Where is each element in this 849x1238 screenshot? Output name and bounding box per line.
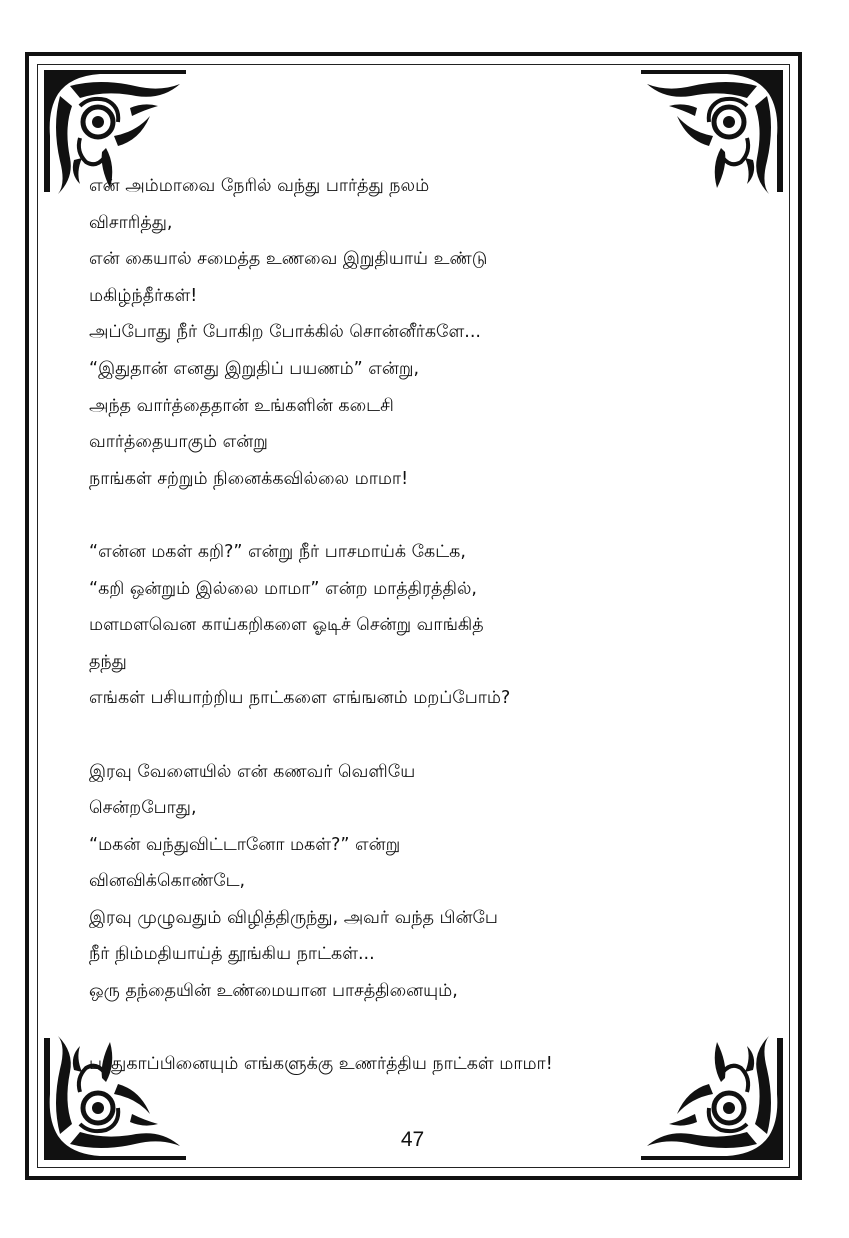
poem-line: விசாரித்து,	[89, 212, 173, 233]
poem-line: பாதுகாப்பினையும் எங்களுக்கு உணர்த்திய நாட்கள் மாமா!	[89, 1054, 553, 1075]
stanza-1	[89, 168, 729, 497]
poem-line: வினவிக்கொண்டே,	[89, 871, 246, 892]
poem-line: அப்போது நீர் போகிற போக்கில் சொன்னீர்களே...	[89, 322, 481, 343]
poem-body	[89, 168, 729, 1083]
poem-line: சென்றபோது,	[89, 798, 197, 819]
poem-line: இரவு வேளையில் என் கணவர் வெளியே	[89, 761, 416, 782]
stanza-gap	[89, 1010, 729, 1047]
poem-line: நாங்கள் சற்றும் நினைக்கவில்லை மாமா!	[89, 468, 409, 489]
stanza-3	[89, 754, 729, 1010]
poem-line: என் கையால் சமைத்த உணவை இறுதியாய் உண்டு	[89, 249, 488, 270]
poem-line: நீர் நிம்மதியாய்த் தூங்கிய நாட்கள்...	[89, 944, 375, 965]
poem-line: அந்த வார்த்தைதான் உங்களின் கடைசி	[89, 395, 394, 416]
poem-line: மகிழ்ந்தீர்கள்!	[89, 285, 198, 306]
poem-line: இரவு முழுவதும் விழித்திருந்து, அவர் வந்த பின்பே	[89, 907, 498, 928]
poem-line: “என்ன மகள் கறி?” என்று நீர் பாசமாய்க் கேட்க,	[89, 541, 466, 562]
stanza-4	[89, 1046, 729, 1083]
poem-line: எங்கள் பசியாற்றிய நாட்களை எங்ஙனம் மறப்போம்?	[89, 688, 511, 709]
poem-line: மளமளவென காய்கறிகளை ஓடிச் சென்று வாங்கித்	[89, 615, 484, 636]
stanza-2	[89, 534, 729, 717]
poem-line: ஒரு தந்தையின் உண்மையான பாசத்தினையும்,	[89, 981, 458, 1002]
poem-line: என் அம்மாவை நேரில் வந்து பார்த்து நலம்	[89, 176, 430, 196]
poem-line: “இதுதான் எனது இறுதிப் பயணம்” என்று,	[89, 358, 420, 379]
stanza-gap	[89, 497, 729, 534]
poem-line: “கறி ஒன்றும் இல்லை மாமா” என்ற மாத்திரத்தில்,	[89, 578, 477, 599]
poem-line: வார்த்தையாகும் என்று	[89, 432, 268, 453]
poem-line: “மகன் வந்துவிட்டானோ மகள்?” என்று	[89, 834, 401, 855]
poem-line: தந்து	[89, 651, 127, 672]
page-number-container	[0, 1128, 849, 1152]
stanza-gap	[89, 717, 729, 754]
page-number: 47	[400, 1128, 425, 1151]
